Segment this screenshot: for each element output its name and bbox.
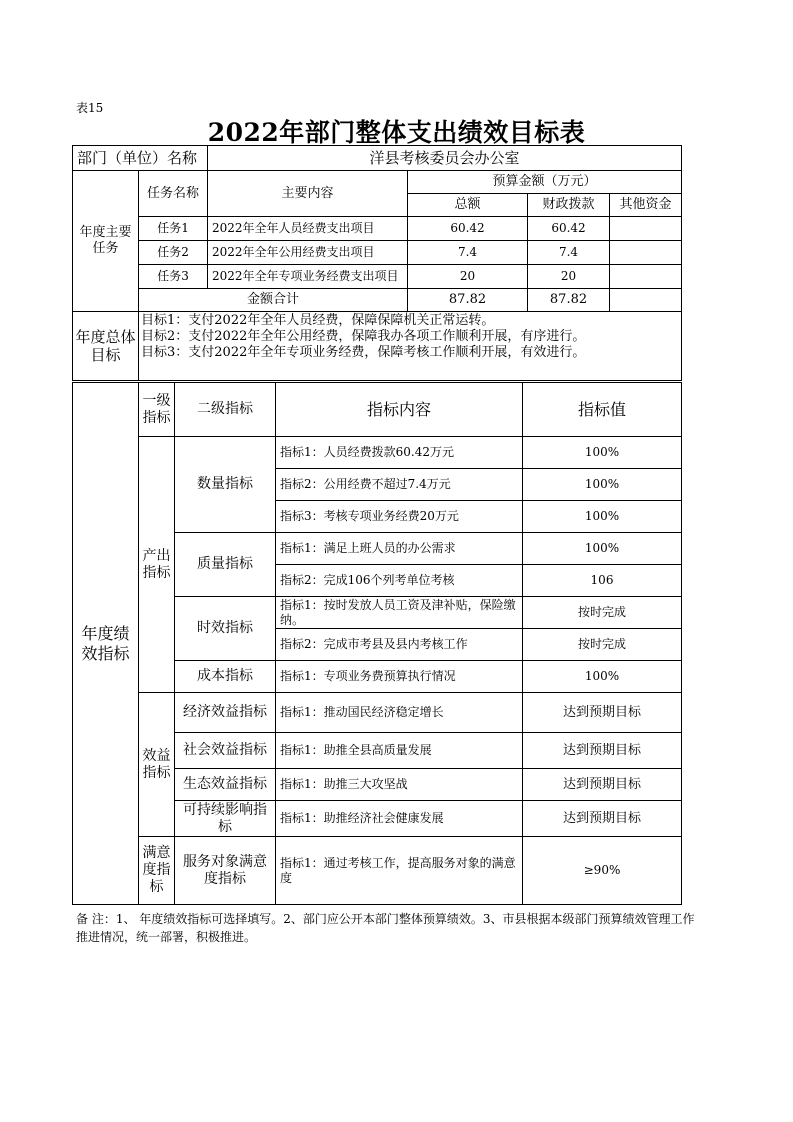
department-name: 洋县考核委员会办公室: [208, 146, 682, 171]
goal-line: 目标3：支付2022年全年专项业务经费，保障考核工作顺利开展，有效进行。: [141, 345, 586, 360]
indicator-content: 指标2：完成106个列考单位考核: [276, 565, 523, 597]
indicator-value: 100%: [523, 501, 682, 533]
table-row: [73, 265, 682, 289]
table-row: [73, 693, 682, 733]
indicator-content: 指标1：按时发放人员工资及津补贴，保险缴纳。: [276, 597, 523, 629]
cost-indicator-label: 成本指标: [175, 661, 276, 693]
indicator-content: 指标1：人员经费拨款60.42万元: [276, 437, 523, 469]
task-name: 任务1: [139, 217, 208, 241]
indicator-content: 指标1：通过考核工作，提高服务对象的满意度: [276, 837, 523, 905]
footnote: 备 注：1、 年度绩效指标可选择填写。2、部门应公开本部门整体预算绩效。3、市县根据本级部门预算绩效管理工作推进情况，统一部署，积极推进。: [76, 912, 695, 944]
indicator-content: 指标3：考核专项业务经费20万元: [276, 501, 523, 533]
indicator-content: 指标1：助推三大攻坚战: [276, 769, 523, 801]
indicator-content: 指标1：专项业务费预算执行情况: [276, 661, 523, 693]
indicator-value: 100%: [523, 469, 682, 501]
indicator-value: 达到预期目标: [523, 693, 682, 733]
indicator-value: 100%: [523, 661, 682, 693]
benefit-indicator-label: 效益指标: [139, 693, 175, 837]
table-row: [73, 437, 682, 469]
task-fiscal: 20: [528, 265, 610, 289]
level1-header: 一级指标: [139, 383, 175, 437]
department-label: 部门（单位）名称: [73, 146, 208, 171]
indicator-value: 达到预期目标: [523, 801, 682, 837]
goal-line: 目标1：支付2022年全年人员经费，保障保障机关正常运转。: [141, 313, 495, 328]
task-other: [610, 217, 682, 241]
annual-goals-content: [139, 312, 682, 381]
value-header: 指标值: [523, 383, 682, 437]
task-content: 2022年全年公用经费支出项目: [208, 241, 408, 265]
indicator-value: 100%: [523, 533, 682, 565]
indicator-value: 达到预期目标: [523, 733, 682, 769]
indicator-content: 指标1：满足上班人员的办公需求: [276, 533, 523, 565]
output-indicator-label: 产出指标: [139, 437, 175, 693]
sum-fiscal: 87.82: [528, 289, 610, 312]
timeliness-indicator-label: 时效指标: [175, 597, 276, 661]
table-row: [73, 217, 682, 241]
benefit-level2: 经济效益指标: [175, 693, 276, 733]
task-name: 任务3: [139, 265, 208, 289]
indicator-value: 106: [523, 565, 682, 597]
quantity-indicator-label: 数量指标: [175, 437, 276, 533]
goal-line: 目标2：支付2022年全年公用经费，保障我办各项工作顺利开展，有序进行。: [141, 329, 586, 344]
indicator-content: 指标1：推动国民经济稳定增长: [276, 693, 523, 733]
performance-indicator-table: [72, 382, 682, 905]
indicator-value: ≥90%: [523, 837, 682, 905]
satisfaction-level2: 服务对象满意度指标: [175, 837, 276, 905]
task-content: 2022年全年人员经费支出项目: [208, 217, 408, 241]
page-title: 2022年部门整体支出绩效目标表: [207, 118, 586, 147]
total-header: 总额: [408, 194, 528, 217]
level2-header: 二级指标: [175, 383, 276, 437]
indicator-value: 达到预期目标: [523, 769, 682, 801]
task-other: [610, 241, 682, 265]
indicator-value: 按时完成: [523, 629, 682, 661]
table-row: [73, 837, 682, 905]
benefit-level2: 生态效益指标: [175, 769, 276, 801]
table-row: [73, 241, 682, 265]
benefit-level2: 社会效益指标: [175, 733, 276, 769]
budget-task-table: [72, 145, 682, 381]
benefit-level2: 可持续影响指标: [175, 801, 276, 837]
sum-other: [610, 289, 682, 312]
fiscal-header: 财政拨款: [528, 194, 610, 217]
annual-tasks-label: 年度主要任务: [73, 171, 139, 312]
indicator-content: 指标2：完成市考县及县内考核工作: [276, 629, 523, 661]
annual-goals-label: 年度总体目标: [73, 312, 139, 381]
satisfaction-indicator-label: 满意度指标: [139, 837, 175, 905]
task-fiscal: 7.4: [528, 241, 610, 265]
task-total: 7.4: [408, 241, 528, 265]
task-name: 任务2: [139, 241, 208, 265]
task-content: 2022年全年专项业务经费支出项目: [208, 265, 408, 289]
performance-section-label: 年度绩效指标: [73, 383, 139, 905]
table-number: 表15: [76, 101, 104, 115]
indicator-value: 100%: [523, 437, 682, 469]
budget-header: 预算金额（万元）: [408, 171, 682, 194]
task-other: [610, 265, 682, 289]
content-header: 指标内容: [276, 383, 523, 437]
quality-indicator-label: 质量指标: [175, 533, 276, 597]
other-funds-header: 其他资金: [610, 194, 682, 217]
sum-total: 87.82: [408, 289, 528, 312]
indicator-content: 指标2：公用经费不超过7.4万元: [276, 469, 523, 501]
sum-label: 金额合计: [139, 289, 408, 312]
task-total: 60.42: [408, 217, 528, 241]
indicator-content: 指标1：助推经济社会健康发展: [276, 801, 523, 837]
task-name-header: 任务名称: [139, 171, 208, 217]
main-content-header: 主要内容: [208, 171, 408, 217]
task-total: 20: [408, 265, 528, 289]
task-fiscal: 60.42: [528, 217, 610, 241]
indicator-content: 指标1：助推全县高质量发展: [276, 733, 523, 769]
indicator-value: 按时完成: [523, 597, 682, 629]
